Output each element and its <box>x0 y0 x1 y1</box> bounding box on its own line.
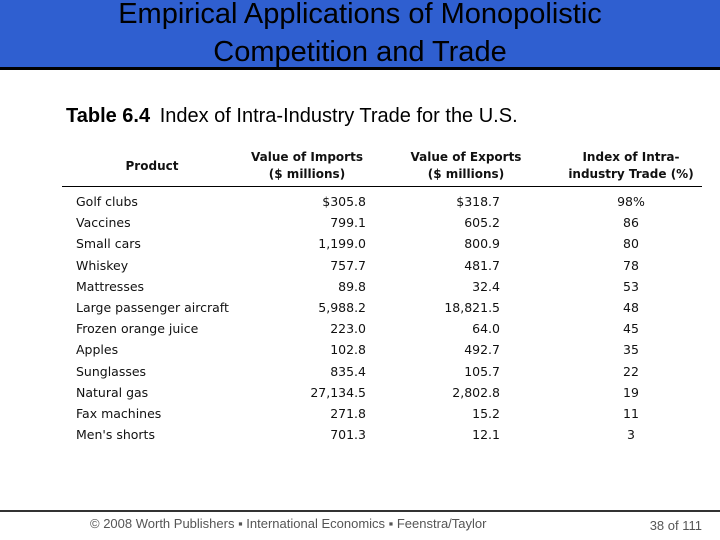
cell-product: Whiskey <box>76 257 129 273</box>
table-row <box>62 382 702 403</box>
cell-exports: 492.7 <box>464 342 500 358</box>
cell-index: 78 <box>623 257 639 273</box>
header-index: Index of Intra- industry Trade (%) <box>560 146 702 187</box>
cell-index: 11 <box>623 405 639 421</box>
cell-exports: 800.9 <box>464 236 500 252</box>
cell-imports: 835.4 <box>330 363 366 379</box>
cell-product: Men's shorts <box>76 427 155 443</box>
cell-exports: 32.4 <box>472 278 500 294</box>
cell-product: Apples <box>76 342 119 358</box>
cell-product: Frozen orange juice <box>76 321 199 337</box>
header-product: Product <box>62 146 242 187</box>
table-row <box>62 276 702 297</box>
intra-industry-trade-table <box>62 146 702 445</box>
header-imports: Value of Imports ($ millions) <box>242 146 372 187</box>
cell-imports: 1,199.0 <box>318 236 366 252</box>
title-bar <box>0 0 720 70</box>
table-row <box>62 339 702 360</box>
cell-index: 80 <box>623 236 639 252</box>
cell-exports: 18,821.5 <box>444 300 500 316</box>
cell-index: 45 <box>623 321 639 337</box>
table-row <box>62 212 702 233</box>
cell-exports: 481.7 <box>464 257 500 273</box>
cell-imports: 799.1 <box>330 215 366 231</box>
table-row <box>62 403 702 424</box>
cell-index: 19 <box>623 384 639 400</box>
cell-imports: 89.8 <box>338 278 366 294</box>
footer-divider <box>0 510 720 512</box>
cell-exports: 64.0 <box>472 321 500 337</box>
cell-imports: 757.7 <box>330 257 366 273</box>
table-row <box>62 318 702 339</box>
cell-imports: $305.8 <box>322 194 366 210</box>
table-row <box>62 255 702 276</box>
cell-product: Fax machines <box>76 405 162 421</box>
cell-index: 3 <box>627 427 635 443</box>
table-row <box>62 187 702 213</box>
page-number: 38 of 111 <box>649 518 702 533</box>
cell-imports: 5,988.2 <box>318 300 366 316</box>
table-number: Table 6.4 <box>66 105 151 127</box>
cell-index: 22 <box>623 363 639 379</box>
cell-product: Natural gas <box>76 384 149 400</box>
cell-exports: 605.2 <box>464 215 500 231</box>
cell-imports: 27,134.5 <box>310 384 366 400</box>
cell-exports: 12.1 <box>472 427 500 443</box>
cell-exports: 105.7 <box>464 363 500 379</box>
cell-index: 53 <box>623 278 639 294</box>
cell-index: 48 <box>623 300 639 316</box>
header-exports: Value of Exports ($ millions) <box>372 146 560 187</box>
cell-product: Sunglasses <box>76 363 147 379</box>
slide-title-line-1: Empirical Applications of Monopolistic <box>118 0 602 30</box>
table-row <box>62 233 702 254</box>
cell-exports: $318.7 <box>456 194 500 210</box>
cell-exports: 15.2 <box>472 405 500 421</box>
cell-exports: 2,802.8 <box>452 384 500 400</box>
cell-product: Large passenger aircraft <box>76 300 229 316</box>
cell-imports: 223.0 <box>330 321 366 337</box>
cell-product: Mattresses <box>76 278 145 294</box>
cell-imports: 102.8 <box>330 342 366 358</box>
cell-index: 98% <box>617 194 645 210</box>
table-caption-text: Index of Intra-Industry Trade for the U.S. <box>159 105 518 127</box>
footer-credit: © 2008 Worth Publishers ▪ International Economics ▪ Feenstra/Taylor <box>90 516 487 531</box>
slide-title-line-2: Competition and Trade <box>213 36 507 68</box>
cell-product: Vaccines <box>76 215 131 231</box>
cell-product: Small cars <box>76 236 141 252</box>
cell-index: 86 <box>623 215 639 231</box>
table-row <box>62 424 702 445</box>
cell-imports: 271.8 <box>330 405 366 421</box>
cell-imports: 701.3 <box>330 427 366 443</box>
cell-index: 35 <box>623 342 639 358</box>
table-caption <box>66 104 518 128</box>
table-row <box>62 297 702 318</box>
cell-product: Golf clubs <box>76 194 138 210</box>
table-header-row <box>62 146 702 187</box>
table-row <box>62 361 702 382</box>
